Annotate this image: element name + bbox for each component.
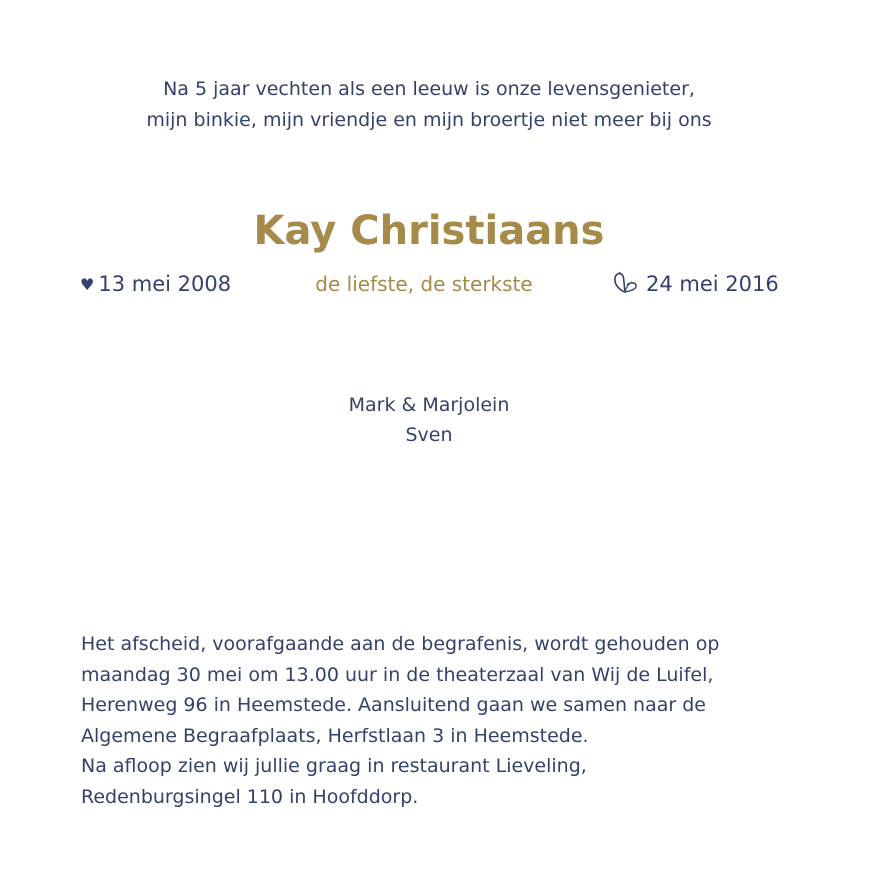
family-line-1: Mark & Marjolein (348, 394, 510, 416)
death-date: 24 mei 2016 (646, 272, 779, 296)
dates-row (0, 268, 876, 300)
deceased-name: Kay Christiaans (253, 208, 605, 254)
butterfly-icon (612, 270, 640, 296)
details-line: maandag 30 mei om 13.00 uur in de theaterzaal van Wij de Luifel, (81, 663, 714, 686)
intro-text (0, 74, 858, 136)
details-line: Algemene Begraafplaats, Herfstlaan 3 in Heemstede. (81, 724, 589, 747)
family-line-2: Sven (405, 424, 453, 446)
heart-icon: ♥ (80, 275, 95, 294)
birth-date: 13 mei 2008 (98, 272, 232, 296)
intro-line-1: Na 5 jaar vechten als een leeuw is onze levensgenieter, (163, 78, 695, 100)
death-date-group (612, 268, 779, 300)
details-line: Het afscheid, voorafgaande aan de begrafenis, wordt gehouden op (81, 633, 720, 655)
family-names (0, 390, 858, 450)
tagline: de liefste, de sterkste (315, 272, 533, 296)
ceremony-details (81, 629, 821, 812)
birth-date-group (80, 268, 231, 301)
details-line: Redenburgsingel 110 in Hoofddorp. (81, 785, 419, 808)
details-line: Na afloop zien wij jullie graag in restaurant Lieveling, (81, 755, 587, 777)
intro-line-2: mijn binkie, mijn vriendje en mijn broertje niet meer bij ons (146, 109, 712, 131)
details-line: Herenweg 96 in Heemstede. Aansluitend gaan we samen naar de (81, 694, 706, 716)
